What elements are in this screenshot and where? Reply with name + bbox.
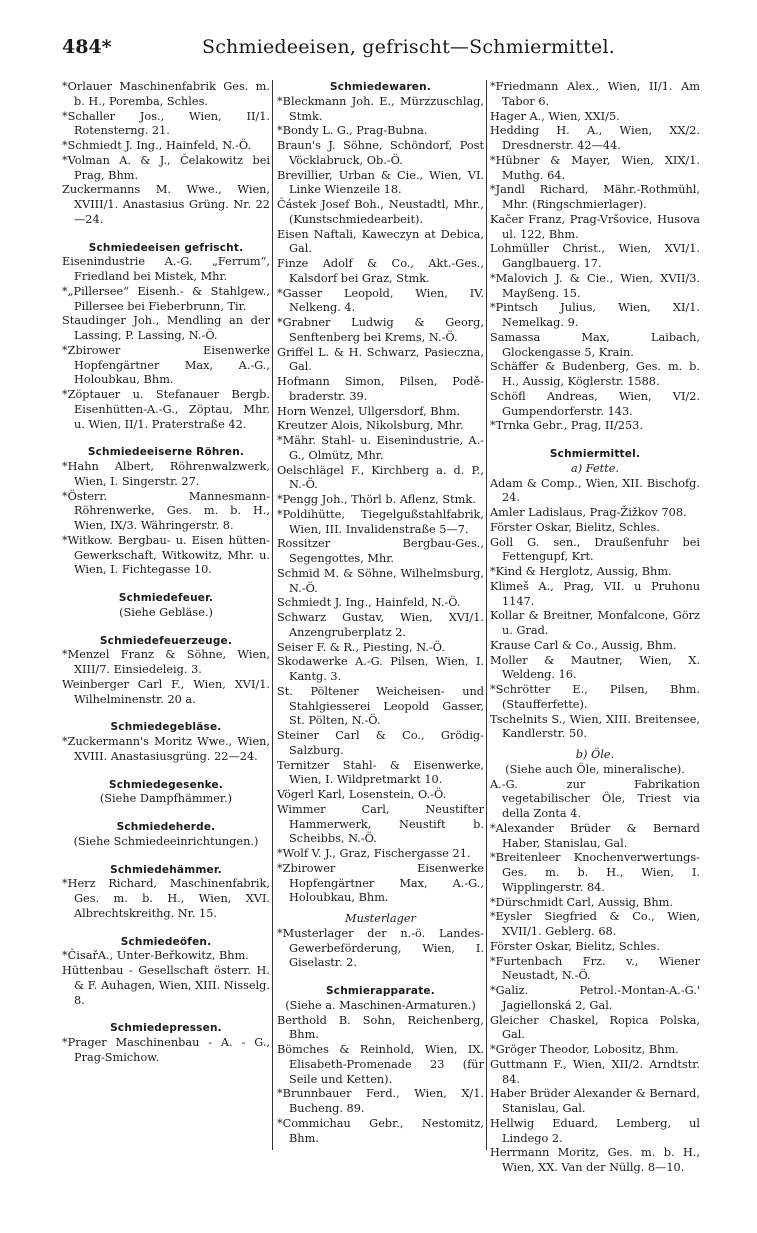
directory-entry: *Gasser Leopold, Wien, IV. Nelkeng. 4.: [277, 286, 484, 315]
directory-entry: Krause Carl & Co., Aussig, Bhm.: [490, 638, 677, 652]
directory-entry: *Friedmann Alex., Wien, II/1. Am Tabor 6.: [490, 80, 700, 108]
entry-list: [62, 877, 270, 921]
cross-reference: (Siehe a. Maschinen-Armaturen.): [285, 998, 476, 1012]
directory-entry: *Zbirower Eisenwerke Hopfengärtner Max, A.-G., Holoubkau, Bhm.: [62, 343, 270, 387]
directory-entry: Berthold B. Sohn, Reichenberg, Bhm.: [277, 1013, 484, 1042]
directory-entry: *Dürschmidt Carl, Aussig, Bhm.: [490, 895, 673, 909]
page-number: 484*: [62, 36, 112, 58]
directory-entry: Oelschlägel F., Kirchberg a. d. P., N.-Ö.: [277, 463, 484, 492]
directory-entry: Bömches & Reinhold, Wien, IX. Elisabeth-Promenade 23 (für Seile und Ketten).: [277, 1043, 484, 1086]
directory-entry: *Brunnbauer Ferd., Wien, X/1. Bucheng. 89.: [277, 1087, 484, 1115]
directory-entry: *Poldihütte, Tiegelgußstahlfabrik, Wien, III. Invalidenstraße 5—7.: [277, 507, 484, 536]
section-heading: Schmiedeherde.: [116, 821, 216, 833]
directory-entry: *Commichau Gebr., Nestomitz, Bhm.: [277, 1116, 484, 1145]
entry-list: [62, 460, 270, 578]
directory-entry: *ČisařA., Unter-Beřkowitz, Bhm.: [62, 949, 249, 963]
section-heading: Schmiedegebläse.: [110, 721, 222, 734]
directory-entry: Skodawerke A.-G. Pilsen, Wien, I. Kantg. 3.: [277, 655, 484, 683]
directory-entry: Schöfl Andreas, Wien, VI/2. Gumpendorferstr. 143.: [490, 389, 700, 418]
subsection-heading: b) Öle.: [575, 748, 615, 761]
column-1: [62, 80, 270, 1066]
entry-list: [62, 648, 270, 707]
directory-entry: *Galiz. Petrol.-Montan-A.-G.' Jagiellonská 2, Gal.: [490, 984, 700, 1012]
directory-entry: Lohmüller Christ., Wien, XVI/1. Ganglbauerg. 17.: [490, 242, 700, 270]
directory-entry: Moller & Mautner, Wien, X. Weldeng. 16.: [490, 653, 700, 682]
directory-entry: *Hahn Albert, Röhrenwalzwerk, Wien, I. Singerstr. 27.: [62, 460, 270, 488]
directory-entry: *Alexander Brüder & Bernard Haber, Stanislau, Gal.: [490, 821, 700, 850]
subsection-heading: Musterlager: [345, 912, 416, 925]
directory-entry: *Eysler Siegfried & Co., Wien, XVII/1. Geblerg. 68.: [490, 910, 700, 938]
directory-entry: Kreutzer Alois, Nikolsburg, Mhr.: [277, 419, 464, 433]
directory-entry: Hüttenbau - Gesellschaft österr. H. & F. Auhagen, Wien, XIII. Nisselg. 8.: [62, 964, 270, 1007]
directory-entry: Brevillier, Urban & Cie., Wien, VI. Linke Wienzeile 18.: [277, 168, 484, 197]
cross-reference: (Siehe auch Öle, mineralische).: [505, 762, 685, 776]
section-heading: Schmiedefeuer.: [118, 592, 214, 604]
directory-entry: Vögerl Karl, Losenstein, O.-Ö.: [277, 788, 447, 801]
directory-entry: Horn Wenzel, Ullgersdorf, Bhm.: [277, 404, 461, 418]
directory-entry: *Mähr. Stahl- u. Eisenindustrie, A.-G., Olmütz, Mhr.: [277, 434, 484, 462]
directory-entry: *Schrötter E., Pilsen, Bhm. (Staufferfette).: [490, 683, 700, 711]
subsection-heading: a) Fette.: [571, 461, 619, 475]
directory-entry: *Österr. Mannesmann-Röhrenwerke, Ges. m. b. H., Wien, IX/3. Währingerstr. 8.: [62, 489, 270, 532]
directory-entry: *Grabner Ludwig & Georg, Senftenberg bei Krems, N.-Ö.: [277, 316, 484, 344]
directory-entry: *Breitenleer Knochenverwertungs-Ges. m. b. H., Wien, I. Wipplingerstr. 84.: [490, 851, 700, 894]
directory-entry: Schmid M. & Söhne, Wilhelmsburg, N.-Ö.: [277, 566, 484, 595]
entry-list: [62, 949, 270, 1008]
directory-entry: *„Pillersee“ Eisenh.- & Stahlgew., Pillersee bei Fieberbrunn, Tir.: [62, 284, 270, 313]
directory-entry: Částek Josef Boh., Neustadtl, Mhr., (Kunstschmiedearbeit).: [277, 198, 484, 226]
section-heading: Schmiermittel.: [549, 448, 641, 460]
column-3: [490, 80, 700, 1176]
directory-entry: Steiner Carl & Co., Grödig- Salzburg.: [277, 729, 484, 757]
directory-entry: St. Pöltener Weicheisen- und Stahlgiesserei Leopold Gasser, St. Pölten, N.-Ö.: [277, 684, 484, 728]
directory-entry: Hofmann Simon, Pilsen, Podě- braderstr. 39.: [277, 375, 484, 403]
entry-list: [62, 80, 270, 228]
directory-entry: *Prager Maschinenbau - A. - G., Prag-Smichow.: [62, 1036, 270, 1064]
directory-entry: Wimmer Carl, Neustifter Hammerwerk, Neustift b. Scheibbs, N.-Ö.: [277, 802, 484, 846]
entry-list: [490, 477, 700, 743]
directory-entry: Rossitzer Bergbau-Ges., Segengottes, Mhr.: [277, 537, 484, 565]
directory-entry: *Menzel Franz & Söhne, Wien, XIII/7. Einsiedeleig. 3.: [62, 648, 270, 676]
column-divider: [272, 80, 273, 1150]
directory-entry: Eisenindustrie A.-G. „Ferrum“, Friedland bei Mistek, Mhr.: [62, 255, 270, 283]
column-divider: [486, 80, 487, 1150]
directory-entry: *Zbirower Eisenwerke Hopfengärtner Max, A.-G., Holoubkau, Bhm.: [277, 861, 484, 905]
directory-entry: Griffel L. & H. Schwarz, Pasieczna, Gal.: [277, 345, 484, 374]
directory-entry: *Hübner & Mayer, Wien, XIX/1. Muthg. 64.: [490, 153, 700, 182]
entry-list: [62, 1036, 270, 1066]
page-header: [62, 36, 692, 64]
section-heading: Schmiedewaren.: [330, 81, 431, 93]
directory-entry: *Bleckmann Joh. E., Mürzzuschlag, Stmk.: [277, 94, 484, 123]
directory-entry: Ternitzer Stahl- & Eisenwerke, Wien, I. Wildpretmarkt 10.: [277, 758, 484, 787]
directory-entry: Staudinger Joh., Mendling an der Lassing, P. Lassing, N.-Ö.: [62, 314, 270, 342]
directory-entry: Eisen Naftali, Kaweczyn at Debica, Gal.: [277, 227, 484, 256]
entry-list: [490, 80, 700, 434]
directory-entry: Herrmann Moritz, Ges. m. b. H., Wien, XX. Van der Nüllg. 8—10.: [490, 1146, 700, 1174]
directory-entry: *Orlauer Maschinenfabrik Ges. m. b. H., Poremba, Schles.: [62, 80, 270, 108]
directory-entry: Gleicher Chaskel, Ropica Polska, Gal.: [490, 1013, 700, 1042]
directory-entry: Braun's J. Söhne, Schöndorf, Post Vöcklabruck, Ob.-Ö.: [277, 139, 484, 167]
directory-entry: *Pintsch Julius, Wien, XI/1. Nemelkag. 9.: [490, 301, 700, 329]
directory-entry: *Kind & Herglotz, Aussig, Bhm.: [490, 565, 672, 578]
directory-entry: Zuckermanns M. Wwe., Wien, XVIII/1. Anastasius Grüng. Nr. 22—24.: [62, 183, 270, 226]
directory-entry: *Schmiedt J. Ing., Hainfeld, N.-Ö.: [62, 139, 252, 152]
page-title: Schmiedeeisen, gefrischt—Schmiermittel.: [202, 36, 615, 58]
directory-entry: Hedding H. A., Wien, XX/2. Dresdnerstr. 42—44.: [490, 124, 700, 152]
directory-entry: *Malovich J. & Cie., Wien, XVII/3. Mayßeng. 15.: [490, 271, 700, 300]
directory-entry: Schwarz Gustav, Wien, XVI/1. Anzengruberplatz 2.: [277, 611, 484, 639]
directory-entry: Weinberger Carl F., Wien, XVI/1. Wilhelminenstr. 20 a.: [62, 677, 270, 706]
section-heading: Schmiedehämmer.: [110, 863, 222, 876]
entry-list: [277, 95, 484, 906]
entry-list: [62, 255, 270, 432]
entry-list: [277, 927, 484, 971]
directory-entry: *Trnka Gebr., Prag, II/253.: [490, 419, 643, 433]
entry-list: [62, 735, 270, 765]
directory-entry: Kačer Franz, Prag-Vršovice, Husova ul. 122, Bhm.: [490, 212, 700, 241]
directory-entry: Kollar & Breitner, Monfalcone, Görz u. Grad.: [490, 609, 700, 637]
directory-entry: *Zuckermann's Moritz Wwe., Wien, XVIII. Anastasiusgrüng. 22—24.: [62, 735, 270, 763]
directory-entry: *Herz Richard, Maschinenfabrik, Ges. m. b. H., Wien, XVI. Albrechtskreithg. Nr. 15.: [62, 877, 270, 920]
directory-entry: *Wolf V. J., Graz, Fischergasse 21.: [277, 847, 471, 860]
cross-reference: (Siehe Gebläse.): [119, 605, 213, 619]
directory-entry: *Bondy L. G., Prag-Bubna.: [277, 124, 428, 138]
section-heading: Schmiedeeiserne Röhren.: [87, 446, 245, 459]
directory-entry: A.-G. zur Fabrikation vegetabilischer Öle, Triest via della Zonta 4.: [490, 777, 700, 820]
cross-reference: (Siehe Schmiedeeinrichtungen.): [73, 834, 259, 848]
section-heading: Schmierapparate.: [326, 985, 435, 997]
section-heading: Schmiedeöfen.: [120, 935, 212, 948]
directory-entry: Förster Oskar, Bielitz, Schles.: [490, 939, 660, 953]
directory-entry: Samassa Max, Laibach, Glockengasse 5, Krain.: [490, 330, 700, 359]
directory-entry: Amler Ladislaus, Prag-Žižkov 708.: [490, 506, 687, 519]
section-heading: Schmiedepressen.: [110, 1022, 222, 1035]
directory-entry: *Pengg Joh., Thörl b. Aflenz, Stmk.: [277, 493, 476, 506]
directory-entry: *Gröger Theodor, Lobositz, Bhm.: [490, 1043, 679, 1056]
directory-entry: Tschelnits S., Wien, XIII. Breitensee, Kandlerstr. 50.: [490, 712, 700, 741]
cross-reference: (Siehe Dampfhämmer.): [99, 792, 233, 806]
directory-entry: Goll G. sen., Draußenfuhr bei Fettengupf, Krt.: [490, 535, 700, 564]
directory-entry: *Schaller Jos., Wien, II/1. Rotensterng. 21.: [62, 109, 270, 138]
section-heading: Schmiedeeisen gefrischt.: [88, 241, 244, 254]
directory-entry: Adam & Comp., Wien, XII. Bischofg. 24.: [490, 476, 700, 505]
directory-entry: Finze Adolf & Co., Akt.-Ges., Kalsdorf bei Graz, Stmk.: [277, 257, 484, 285]
directory-entry: Schäffer & Budenberg, Ges. m. b. H., Aussig, Köglerstr. 1588.: [490, 360, 700, 388]
directory-entry: Förster Oskar, Bielitz, Schles.: [490, 520, 660, 534]
directory-entry: Seiser F. & R., Piesting, N.-Ö.: [277, 640, 445, 654]
directory-entry: Klimeš A., Prag, VII. u Pruhonu 1147.: [490, 579, 700, 608]
directory-entry: Haber Brüder Alexander & Bernard, Stanislau, Gal.: [490, 1087, 700, 1115]
directory-entry: *Musterlager der n.-ö. Landes- Gewerbeförderung, Wien, I. Giselastr. 2.: [277, 926, 484, 970]
directory-entry: *Witkow. Bergbau- u. Eisen hütten-Gewerkschaft, Witkowitz, Mhr. u. Wien, I. Fichtegasse 10.: [62, 533, 270, 577]
column-2: [277, 80, 484, 1146]
entry-list: [277, 1014, 484, 1147]
directory-entry: *Volman A. & J., Čelakowitz bei Prag, Bhm.: [62, 153, 270, 182]
directory-entry: Guttmann F., Wien, XII/2. Arndtstr. 84.: [490, 1057, 700, 1086]
directory-entry: Hellwig Eduard, Lemberg, ul Lindego 2.: [490, 1116, 700, 1145]
directory-entry: *Furtenbach Frz. v., Wiener Neustadt, N.-Ö.: [490, 954, 700, 983]
directory-entry: *Zöptauer u. Stefanauer Bergb. Eisenhütten-A.-G., Zöptau, Mhr. u. Wien, II/1. Praterstraße 42.: [62, 388, 270, 431]
section-heading: Schmiedefeuerzeuge.: [99, 634, 233, 647]
entry-list: [490, 778, 700, 1176]
directory-entry: Schmiedt J. Ing., Hainfeld, N.-Ö.: [277, 596, 461, 610]
directory-entry: *Jandl Richard, Mähr.-Rothmühl, Mhr. (Ringschmierlager).: [490, 183, 700, 211]
section-heading: Schmiedegesenke.: [108, 778, 224, 791]
directory-entry: Hager A., Wien, XXI/5.: [490, 109, 620, 123]
